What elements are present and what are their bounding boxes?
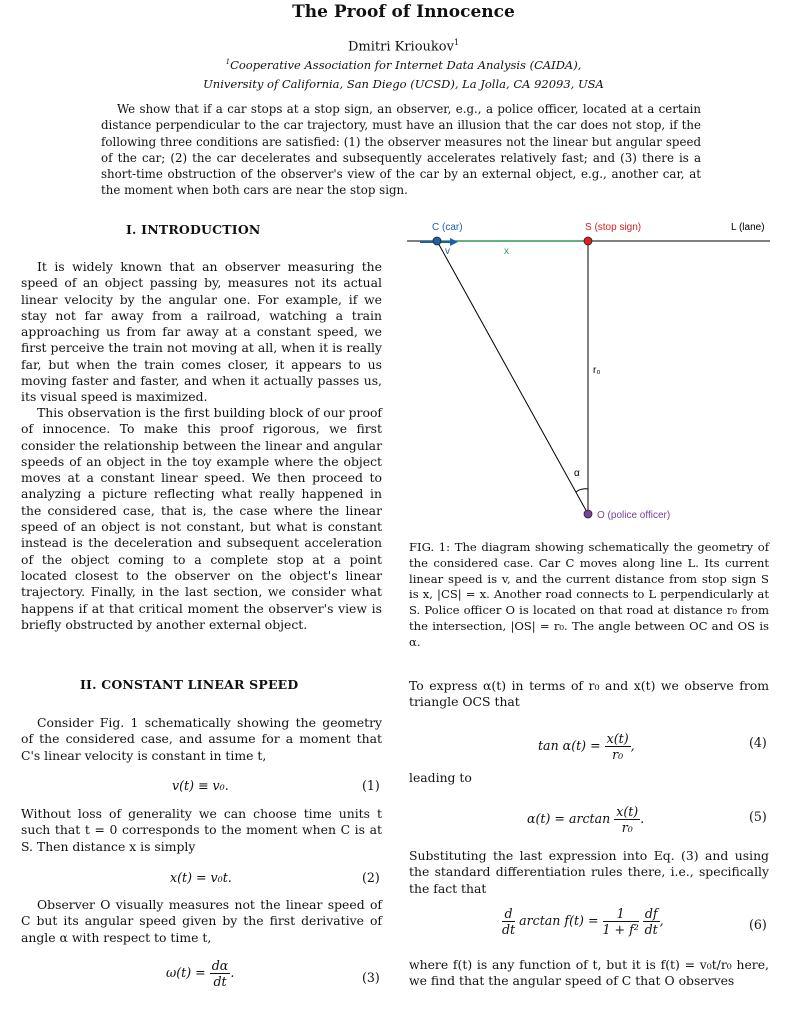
equation-3-numerator: dα [211, 958, 229, 973]
velocity-arrow-head [450, 238, 458, 246]
equation-3 [166, 958, 234, 989]
equation-6-middle: arctan f(t) = [519, 913, 599, 928]
alpha-arc [576, 489, 588, 492]
equation-5-denominator: r₀ [621, 820, 633, 835]
equation-3-tail: . [230, 965, 235, 980]
equation-5-numerator: x(t) [616, 804, 639, 819]
right-paragraph-4: where f(t) is any function of t, but it is f(t) = v₀t/r₀ here, we find that the angular speed of C that O observes [409, 957, 769, 989]
equation-6-fraction-2-numerator: df [644, 906, 658, 921]
equation-6-fraction-1-denominator: 1 + f² [602, 922, 639, 937]
intro-paragraph-2: This observation is the first building block of our proof of innocence. To make this proof rigorous, we first consider the relationship between the linear and angular speeds of an object in the toy example where the object moves at a constant linear speed. We then proceed to analyzing a picture reflecting what really happened in the considered case, that is, the case where the linear speed of an object is not constant, but what is constant instead is the deceleration and subsequent acceleration of the object coming to a complete stop at a point located closest to the observer on the object's linear trajectory. Finally, in the last section, we consider what happens if at that critical moment the observer's view is briefly obstructed by another external object. [21, 405, 382, 632]
label-stop-sign: S (stop sign) [585, 222, 642, 233]
affiliation-line-2: University of California, San Diego (UCSD), La Jolla, CA 92093, USA [203, 77, 604, 91]
equation-4-fraction [605, 731, 631, 762]
author-superscript: 1 [453, 38, 460, 47]
section2-paragraph-1: Consider Fig. 1 schematically showing the geometry of the considered case, and assume for a moment that C's linear velocity is constant in time t, [21, 715, 382, 763]
figure-caption: FIG. 1: The diagram showing schematically the geometry of the considered case. Car C moves along line L. Its current linear speed is v, and the current distance from stop sign S is x, |CS| = x. Another road connects to L perpendicularly at S. Police officer O is located on that road at distance r₀ from the intersection, |OS| = r₀. The angle between OC and OS is α. [409, 540, 769, 649]
equation-6-tail: , [659, 913, 664, 928]
equation-5-tail: . [640, 811, 645, 826]
equation-1-number: (1) [362, 778, 380, 793]
equation-4-number: (4) [749, 735, 767, 750]
equation-4-tail: , [630, 738, 635, 753]
affiliation-text-1: Cooperative Association for Internet Data Analysis (CAIDA), [230, 58, 582, 72]
equation-6-number: (6) [749, 917, 767, 932]
equation-6-fraction-2 [643, 906, 660, 937]
equation-5-lhs: α(t) = arctan [527, 811, 611, 826]
section2-paragraph-2: Without loss of generality we can choose time units t such that t = 0 corresponds to the moment when C is at S. Then distance x is simply [21, 806, 382, 854]
equation-3-number: (3) [362, 970, 380, 985]
label-v: v [445, 246, 450, 257]
right-paragraph-2: leading to [409, 770, 472, 785]
equation-6-derivative [502, 906, 515, 937]
author-line [0, 38, 807, 54]
equation-6 [502, 906, 664, 937]
equation-2-number: (2) [362, 870, 380, 885]
label-alpha: α [574, 468, 580, 479]
equation-3-fraction [210, 958, 231, 989]
equation-1: v(t) ≡ v₀. [172, 778, 229, 793]
right-paragraph-1: To express α(t) in terms of r₀ and x(t) we observe from triangle OCS that [409, 678, 769, 710]
abstract: We show that if a car stops at a stop sign, an observer, e.g., a police officer, located at a certain distance perpendicular to the car trajectory, must have an illusion that the car does not stop, if the following three conditions are satisfied: (1) the observer measures not the linear but angular speed of the car; (2) the car decelerates and subsequently accelerates relatively fast; and (3) there is a short-time obstruction of the observer's view of the car by an external object, e.g., another car, at the moment when both cars are near the stop sign. [101, 102, 701, 198]
oc-line [437, 241, 588, 514]
equation-5 [527, 804, 644, 835]
label-officer: O (police officer) [597, 510, 671, 521]
equation-6-fraction-1 [603, 906, 639, 937]
equation-6-d-numerator: d [502, 906, 515, 922]
section2-paragraph-3: Observer O visually measures not the linear speed of C but its angular speed given by the first derivative of angle α with respect to time t, [21, 897, 382, 945]
affiliation-superscript: 1 [225, 58, 231, 67]
equation-3-denominator: dt [213, 974, 227, 989]
author-name: Dmitri Krioukov [347, 39, 454, 55]
intro-paragraph-1: It is widely known that an observer measuring the speed of an object passing by, measures not its actual linear velocity by the angular one. For example, if we stay not far away from a railroad, watching a train approaching us from far away at a constant speed, we first perceive the train not moving at all, when it is really far, but when the train comes closer, it appears to us moving faster and faster, and when it actually passes us, its visual speed is maximized. [21, 259, 382, 405]
equation-6-fraction-2-denominator: dt [644, 922, 658, 937]
geometry-diagram [400, 212, 775, 522]
car-point [433, 237, 441, 245]
equation-5-fraction [614, 804, 640, 835]
section-heading-introduction: I. INTRODUCTION [126, 222, 261, 237]
officer-point [584, 510, 592, 518]
label-car: C (car) [432, 222, 463, 233]
equation-4-lhs: tan α(t) = [538, 738, 601, 753]
label-x: x [504, 246, 509, 257]
equation-6-fraction-1-numerator: 1 [603, 906, 639, 922]
section-heading-constant-speed: II. CONSTANT LINEAR SPEED [80, 677, 299, 692]
right-paragraph-3: Substituting the last expression into Eq. (3) and using the standard differentiation rules there, i.e., specifically the fact that [409, 848, 769, 896]
stop-sign-point [584, 237, 592, 245]
label-r0: r₀ [593, 365, 601, 376]
equation-6-d-denominator: dt [502, 922, 516, 937]
equation-5-number: (5) [749, 809, 767, 824]
label-lane: L (lane) [731, 222, 765, 233]
paper-title: The Proof of Innocence [292, 2, 515, 22]
equation-4 [538, 731, 635, 762]
equation-4-numerator: x(t) [606, 731, 629, 746]
equation-3-lhs: ω(t) = [166, 965, 206, 980]
equation-4-denominator: r₀ [612, 747, 624, 762]
affiliation-line-1 [0, 58, 807, 72]
equation-2: x(t) = v₀t. [170, 870, 232, 885]
